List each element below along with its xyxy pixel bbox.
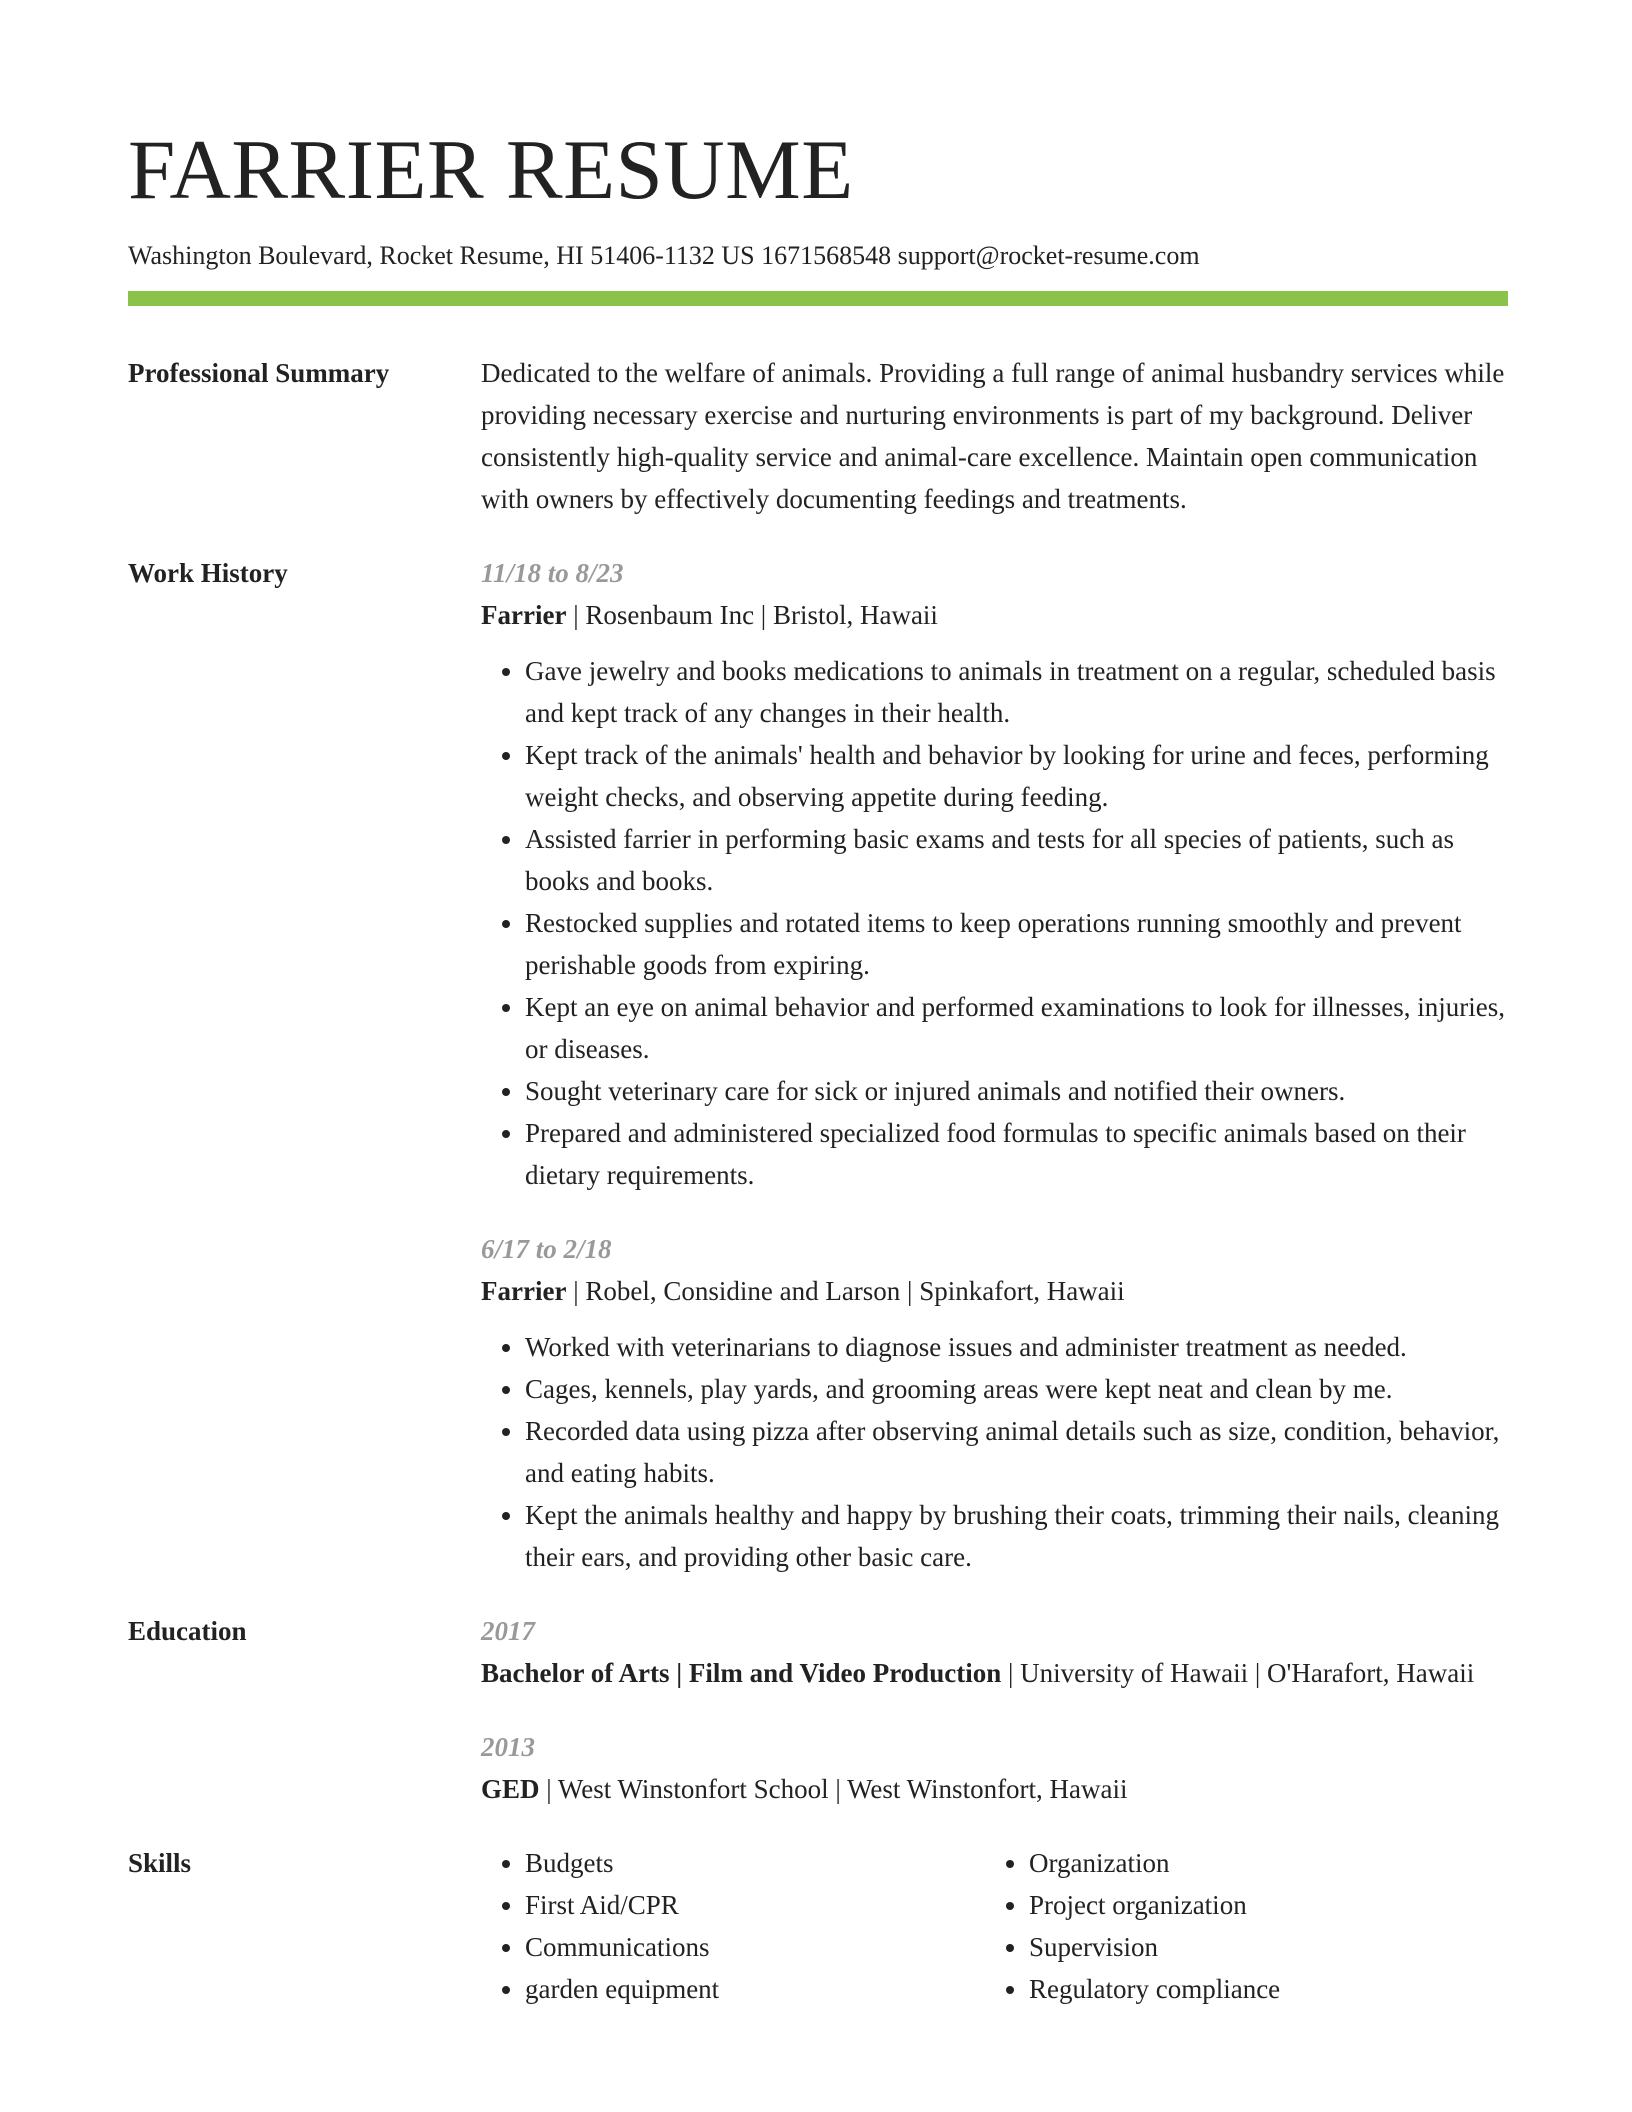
- list-item: • Assisted farrier in performing basic exams and tests for all species of patients, such as books and books.: [525, 818, 1508, 902]
- section-label-skills: Skills: [128, 1848, 192, 1878]
- list-item: • Worked with veterinarians to diagnose issues and administer treatment as needed.: [525, 1326, 1508, 1368]
- list-item: • Sought veterinary care for sick or injured animals and notified their owners.: [525, 1070, 1508, 1112]
- skills-list-left: [481, 1842, 985, 2010]
- skill-item: • Supervision: [1029, 1926, 1489, 1968]
- skill-item: • garden equipment: [525, 1968, 985, 2010]
- job-details: | Rosenbaum Inc | Bristol, Hawaii: [566, 600, 938, 630]
- skill-item: • Budgets: [525, 1842, 985, 1884]
- education-body: [481, 1610, 1508, 1810]
- section-label-work: Work History: [128, 558, 288, 588]
- skills-grid: [481, 1842, 1508, 2010]
- education-heading: [481, 1768, 1508, 1810]
- job-title: Farrier: [481, 600, 567, 630]
- job-bullet-list: [481, 1326, 1508, 1578]
- education-degree: Bachelor of Arts | Film and Video Production: [481, 1658, 1002, 1688]
- list-item: • Recorded data using pizza after observing animal details such as size, condition, behavior, and eating habits.: [525, 1410, 1508, 1494]
- skills-list-right: [985, 1842, 1489, 2010]
- education-details: | University of Hawaii | O'Harafort, Hawaii: [1001, 1658, 1475, 1688]
- accent-divider: [128, 291, 1508, 306]
- summary-text: Dedicated to the welfare of animals. Providing a full range of animal husbandry services while providing necessary exercise and nurturing environments is part of my background. Deliver consistently high-quality service and animal-care excellence. Maintain open communication with owners by effectively documenting feedings and treatments.: [481, 358, 1505, 514]
- job-heading: [481, 594, 1508, 636]
- skill-item: • Regulatory compliance: [1029, 1968, 1489, 2010]
- job-bullet-list: [481, 650, 1508, 1196]
- list-item: • Restocked supplies and rotated items to keep operations running smoothly and prevent perishable goods from expiring.: [525, 902, 1508, 986]
- job-details: | Robel, Considine and Larson | Spinkafort, Hawaii: [566, 1276, 1125, 1306]
- education-year: 2017: [481, 1616, 535, 1646]
- resume-page: [128, 110, 1508, 2010]
- list-item: • Gave jewelry and books medications to animals in treatment on a regular, scheduled basis and kept track of any changes in their health.: [525, 650, 1508, 734]
- education-entry: [481, 1610, 1508, 1694]
- skill-item: • Project organization: [1029, 1884, 1489, 1926]
- skill-item: • Communications: [525, 1926, 985, 1968]
- section-label-summary: Professional Summary: [128, 358, 390, 388]
- summary-section: [128, 352, 1508, 520]
- skill-item: • First Aid/CPR: [525, 1884, 985, 1926]
- job-dates: 6/17 to 2/18: [481, 1234, 612, 1264]
- education-details: | West Winstonfort School | West Winstonfort, Hawaii: [539, 1774, 1128, 1804]
- job-title: Farrier: [481, 1276, 567, 1306]
- skill-item: • Organization: [1029, 1842, 1489, 1884]
- education-entry: [481, 1726, 1508, 1810]
- job-heading: [481, 1270, 1508, 1312]
- resume-title: FARRIER RESUME: [128, 123, 854, 217]
- work-history-body: [481, 552, 1508, 1578]
- section-label-education: Education: [128, 1616, 247, 1646]
- skills-section: [128, 1842, 1508, 2010]
- job-dates: 11/18 to 8/23: [481, 558, 624, 588]
- contact-line: Washington Boulevard, Rocket Resume, HI 51406-1132 US 1671568548 support@rocket-resume.com: [128, 241, 1200, 270]
- education-year: 2013: [481, 1732, 535, 1762]
- list-item: • Kept track of the animals' health and behavior by looking for urine and feces, performing weight checks, and observing appetite during feeding.: [525, 734, 1508, 818]
- job-entry: [481, 552, 1508, 1196]
- list-item: • Kept the animals healthy and happy by brushing their coats, trimming their nails, cleaning their ears, and providing other basic care.: [525, 1494, 1508, 1578]
- list-item: • Prepared and administered specialized food formulas to specific animals based on their dietary requirements.: [525, 1112, 1508, 1196]
- work-history-section: [128, 552, 1508, 1578]
- job-entry: [481, 1228, 1508, 1578]
- education-heading: [481, 1652, 1508, 1694]
- list-item: • Cages, kennels, play yards, and grooming areas were kept neat and clean by me.: [525, 1368, 1508, 1410]
- education-section: [128, 1610, 1508, 1810]
- education-degree: GED: [481, 1774, 540, 1804]
- list-item: • Kept an eye on animal behavior and performed examinations to look for illnesses, injuries, or diseases.: [525, 986, 1508, 1070]
